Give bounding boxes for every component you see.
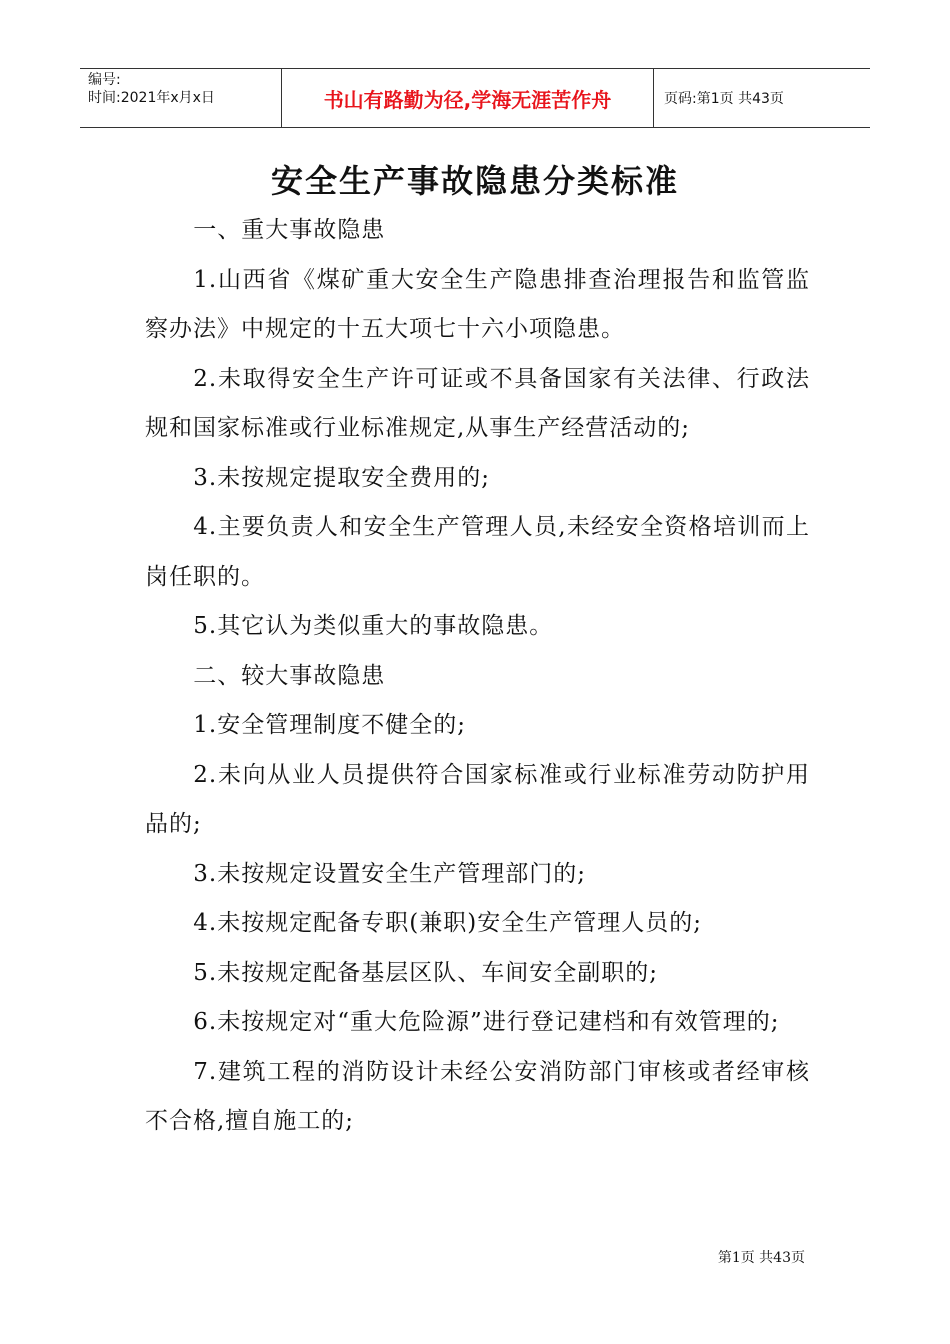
list-item: 1.山西省《煤矿重大安全生产隐患排查治理报告和监管监察办法》中规定的十五大项七十六小项隐患。 [145,266,810,342]
list-item: 5.其它认为类似重大的事故隐患。 [193,613,554,639]
list-item: 3.未按规定提取安全费用的; [193,464,490,491]
list-item: 7.建筑工程的消防设计未经公安消防部门审核或者经审核不合格,擅自施工的; [145,1058,810,1134]
header-page-info: 页码:第1页 共43页 [664,91,784,107]
time-label: 时间:2021年x月x日 [88,90,215,106]
header-meta [80,69,282,127]
header-motto: 书山有路勤为径,学海无涯苦作舟 [282,69,654,127]
list-item: 4.未按规定配备专职(兼职)安全生产管理人员的; [193,910,702,936]
list-item: 2.未向从业人员提供符合国家标准或行业标准劳动防护用品的; [145,761,810,837]
list-item: 3.未按规定设置安全生产管理部门的; [193,860,586,887]
document-title: 安全生产事故隐患分类标准 [270,162,679,200]
document-body [145,206,810,1147]
section-heading: 一、重大事故隐患 [193,217,386,243]
list-item: 2.未取得安全生产许可证或不具备国家有关法律、行政法规和国家标准或行业标准规定,从事生产经营活动的; [145,365,810,441]
page-header [80,68,870,128]
number-label: 编号: [88,72,121,88]
list-item: 5.未按规定配备基层区队、车间安全副职的; [193,959,658,986]
list-item: 4.主要负责人和安全生产管理人员,未经安全资格培训而上岗任职的。 [145,514,810,590]
page-footer: 第1页 共43页 [717,1250,805,1266]
list-item: 1.安全管理制度不健全的; [193,712,466,738]
section-heading: 二、较大事故隐患 [193,662,386,689]
list-item: 6.未按规定对“重大危险源”进行登记建档和有效管理的; [193,1009,780,1035]
